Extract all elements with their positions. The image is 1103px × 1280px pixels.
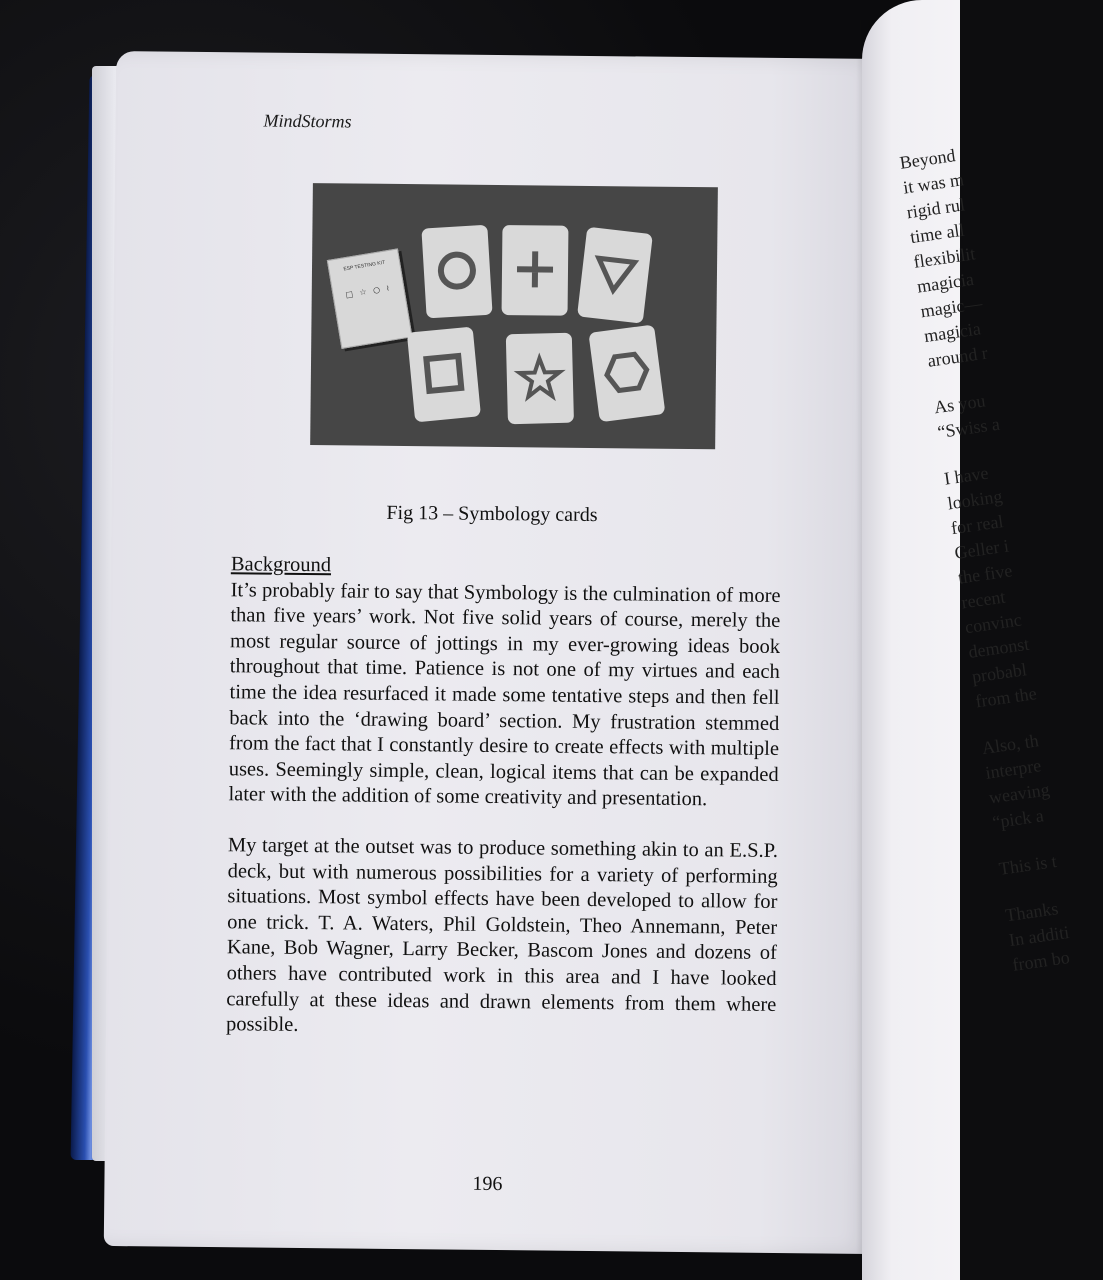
- facing-page-line: Geller i: [953, 535, 1010, 563]
- facing-page-line: from the: [974, 683, 1038, 712]
- figure-photo: [310, 183, 718, 449]
- section-title: Background: [230, 553, 332, 577]
- card-triangle: [577, 227, 653, 324]
- facing-page-line: recent: [960, 586, 1007, 613]
- facing-page-line: the five: [956, 560, 1014, 588]
- facing-page-line: This is t: [997, 850, 1058, 879]
- card-hexagon: [588, 324, 665, 422]
- facing-page-line: weaving: [987, 779, 1051, 808]
- facing-page-line: “Swiss a: [936, 413, 1001, 443]
- facing-page-line: convinc: [963, 609, 1023, 638]
- facing-page-line: for real: [949, 511, 1005, 539]
- running-head: MindStorms: [263, 110, 352, 132]
- facing-page-line: from bo: [1011, 947, 1071, 975]
- triangle-symbol-icon: [588, 248, 641, 301]
- facing-page-line: magic—: [919, 292, 984, 322]
- card-star: [506, 333, 574, 425]
- facing-page-line: “pick a: [991, 805, 1045, 833]
- left-page: [104, 51, 886, 1254]
- star-symbol-icon: [515, 353, 564, 402]
- square-symbol-icon: [418, 347, 470, 399]
- card-circle: [421, 225, 492, 319]
- facing-page-line: Also, th: [980, 730, 1040, 759]
- right-page: [862, 0, 1071, 1280]
- plus-symbol-icon: [511, 245, 560, 294]
- card-square: [407, 327, 481, 423]
- card-plus: [502, 225, 569, 316]
- facing-page-line: magicia: [922, 318, 982, 347]
- facing-page-line: Thanks: [1004, 898, 1060, 926]
- facing-page-line: probabl: [970, 659, 1028, 687]
- esp-kit-box: [327, 248, 413, 349]
- paragraph-2: My target at the outset was to produce something akin to an E.S.P. deck, but with numerous possibilities for a variety of performing situations. Most symbol effects have been developed to allow for one trick. T. A. Waters, Phil Goldstein, Theo Annemann, Peter Kane, Bob Wagner, Larry Becker, Bascom Jones and dozens of others have contributed work in this area and I have looked carefully at these ideas and drawn elements from them where possible.: [225, 834, 779, 1037]
- facing-page-line: it was m: [901, 169, 966, 198]
- facing-page-line: interpre: [984, 755, 1043, 783]
- facing-page-line: In additi: [1007, 921, 1071, 951]
- facing-page-line: looking: [946, 485, 1004, 514]
- facing-page-line: As you: [932, 390, 987, 418]
- facing-page-line: Beyond: [898, 145, 957, 173]
- facing-page-line: demonst: [967, 633, 1031, 662]
- facing-page-line: around r: [926, 342, 989, 371]
- paragraph-1: It’s probably fair to say that Symbology is the culmination of more than five years’ work. Not five solid years of course, merely the most regular source of jottings in my ever-growing ideas book throughout that time. Patience is not one of my virtues and each time the idea resurfaced it made some tentative steps and then fell back into the ‘drawing board’ section. My frustration stemmed from the fact that I constantly desire to create effects with multiple uses. Seemingly simple, clean, logical items that can be expanded later with the addition of some creativity and presentation.: [228, 578, 781, 811]
- kit-box-title: ESP TESTING KIT: [343, 259, 386, 273]
- figure-caption: Fig 13 – Symbology cards: [386, 501, 598, 527]
- facing-page-line: magicia: [915, 268, 976, 297]
- facing-page-line: rigid rul: [905, 194, 967, 223]
- hexagon-symbol-icon: [600, 345, 654, 399]
- facing-page-line: flexibilit: [912, 243, 977, 272]
- circle-symbol-icon: [432, 245, 483, 296]
- facing-page-line: I have: [942, 462, 990, 489]
- kit-box-icons: □ ☆ ○ ≀: [344, 283, 393, 300]
- facing-page-line: time all: [908, 219, 966, 248]
- page-number: 196: [472, 1172, 503, 1196]
- body-text: [226, 552, 781, 1043]
- facing-page-text: [898, 137, 1103, 976]
